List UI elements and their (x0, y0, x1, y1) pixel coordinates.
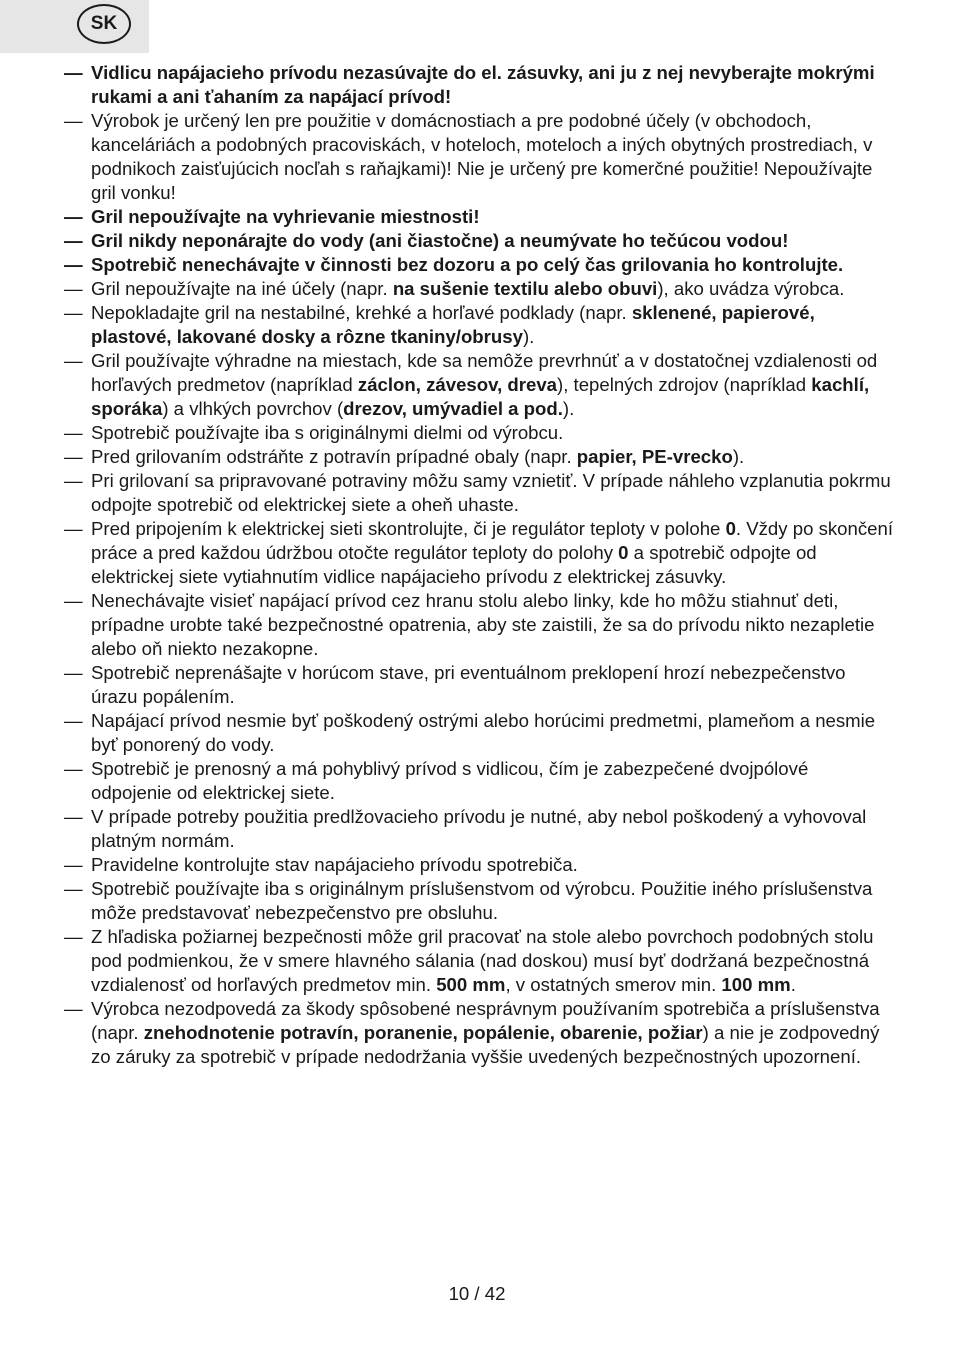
list-item (64, 661, 894, 709)
list-item (64, 517, 894, 589)
list-dash: — (64, 926, 83, 947)
list-dash: — (64, 110, 83, 131)
list-item (64, 877, 894, 925)
list-dash: — (64, 998, 83, 1019)
list-item (64, 757, 894, 805)
item-text: ) a vlhkých povrchov ( (162, 398, 344, 419)
item-text: Spotrebič neprenášajte v horúcom stave, pri eventuálnom preklopení hrozí nebezpečenstvo úrazu popálením. (91, 662, 846, 707)
language-tab (0, 0, 149, 53)
bold-text: 0 (618, 542, 629, 563)
list-item (64, 421, 894, 445)
item-text: ), ako uvádza výrobca. (657, 278, 845, 299)
list-dash: — (64, 254, 83, 275)
bold-text: kachlí, sporáka (91, 374, 870, 419)
list-item (64, 805, 894, 853)
item-text: Gril používajte výhradne na miestach, kde sa nemôže prevrhnúť a v dostatočnej vzdialenosti od horľavých predmetov (napríklad (91, 350, 878, 395)
list-item (64, 61, 894, 109)
bold-text: 0 (725, 518, 736, 539)
list-dash: — (64, 854, 83, 875)
list-dash: — (64, 278, 83, 299)
bold-text: na sušenie textilu alebo obuvi (392, 278, 658, 299)
item-text: ). (562, 398, 575, 419)
item-text: Napájací prívod nesmie byť poškodený ostrými alebo horúcimi predmetmi, plameňom a nesmie byť ponorený do vody. (91, 710, 876, 755)
list-dash: — (64, 350, 83, 371)
item-text: Gril nepoužívajte na iné účely (napr. (91, 278, 393, 299)
safety-instructions-list (64, 61, 894, 1069)
item-text: Gril nikdy neponárajte do vody (ani čiastočne) a neumývate ho tečúcou vodou! (91, 230, 789, 251)
list-item (64, 589, 894, 661)
list-item (64, 925, 894, 997)
item-text: Spotrebič nenechávajte v činnosti bez dozoru a po celý čas grilovania ho kontrolujte. (91, 254, 844, 275)
bold-text: drezov, umývadiel a pod. (343, 398, 563, 419)
language-badge: SK (77, 4, 131, 44)
page-number: 10 / 42 (448, 1283, 506, 1304)
item-text: Spotrebič používajte iba s originálnymi dielmi od výrobcu. (91, 422, 564, 443)
list-dash: — (64, 206, 83, 227)
list-dash: — (64, 62, 83, 83)
bold-text: sklenené, papierové, plastové, lakované dosky a rôzne tkaniny/obrusy (91, 302, 815, 347)
bold-text: znehodnotenie potravín, poranenie, popálenie, obarenie, požiar (143, 1022, 703, 1043)
list-item (64, 253, 894, 277)
item-text: Pred grilovaním odstráňte z potravín prípadné obaly (napr. (91, 446, 577, 467)
list-item (64, 997, 894, 1069)
item-text: Výrobca nezodpovedá za škody spôsobené nesprávnym používaním spotrebiča a príslušenstva (napr. (91, 998, 880, 1043)
list-dash: — (64, 518, 83, 539)
list-item (64, 205, 894, 229)
list-item (64, 853, 894, 877)
item-text: ). (522, 326, 535, 347)
item-text: ) a nie je zodpovedný zo záruky za spotrebič v prípade nedodržania vyššie uvedených bezpečnostných upozornení. (91, 1022, 880, 1067)
list-dash: — (64, 710, 83, 731)
item-text: Pri grilovaní sa pripravované potraviny môžu samy vznietiť. V prípade náhleho vzplanutia pokrmu odpojte spotrebič od elektrickej siete a oheň uhaste. (91, 470, 891, 515)
list-item (64, 109, 894, 205)
list-dash: — (64, 806, 83, 827)
list-dash: — (64, 470, 83, 491)
list-dash: — (64, 446, 83, 467)
bold-text: 500 mm (436, 974, 506, 995)
item-text: Spotrebič používajte iba s originálnym príslušenstvom od výrobcu. Použitie iného príslušenstva môže predstavovať nebezpečenstvo pre obsluhu. (91, 878, 873, 923)
item-text: Pred pripojením k elektrickej sieti skontrolujte, či je regulátor teploty v polohe (91, 518, 726, 539)
list-dash: — (64, 302, 83, 323)
bold-text: 100 mm (721, 974, 791, 995)
list-item (64, 709, 894, 757)
list-dash: — (64, 758, 83, 779)
item-text: Spotrebič je prenosný a má pohyblivý prívod s vidlicou, čím je zabezpečené dvojpólové odpojenie od elektrickej siete. (91, 758, 809, 803)
item-text: Pravidelne kontrolujte stav napájacieho prívodu spotrebiča. (91, 854, 578, 875)
item-text: ), tepelných zdrojov (napríklad (557, 374, 812, 395)
list-item (64, 349, 894, 421)
item-text: Z hľadiska požiarnej bezpečnosti môže gril pracovať na stole alebo povrchoch podobných stolu pod podmienkou, že v smere hlavného sálania (nad doskou) musí byť dodržaná bezpečnostná vzdialenosť od horľavých predmetov min. (91, 926, 874, 995)
list-dash: — (64, 230, 83, 251)
list-dash: — (64, 590, 83, 611)
item-text: Vidlicu napájacieho prívodu nezasúvajte do el. zásuvky, ani ju z nej nevyberajte mokrými rukami a ani ťahaním za napájací prívod! (91, 62, 875, 107)
list-dash: — (64, 422, 83, 443)
list-item (64, 277, 894, 301)
list-item (64, 469, 894, 517)
item-text: a spotrebič odpojte od elektrickej siete vytiahnutím vidlice napájacieho prívodu z elektrickej zásuvky. (91, 542, 817, 587)
item-text: V prípade potreby použitia predlžovacieho prívodu je nutné, aby nebol poškodený a vyhovoval platným normám. (91, 806, 867, 851)
item-text: . Vždy po skončení práce a pred každou údržbou otočte regulátor teploty do polohy (91, 518, 894, 563)
item-text: Gril nepoužívajte na vyhrievanie miestnosti! (91, 206, 480, 227)
list-item (64, 445, 894, 469)
item-text: Výrobok je určený len pre použitie v domácnostiach a pre podobné účely (v obchodoch, kanceláriách a podobných pracoviskách, v hoteloch, moteloch a iných obytných prostrediach, v podnikoch zaisťujúcich nocľah s raňajkami)! Nie je určený pre komerčné použitie! Nepoužívajte gril vonku! (91, 110, 873, 203)
bold-text: papier, PE-vrecko (576, 446, 733, 467)
item-text: . (790, 974, 796, 995)
list-item (64, 301, 894, 349)
item-text: ). (732, 446, 745, 467)
item-text: Nenechávajte visieť napájací prívod cez hranu stolu alebo linky, kde ho môžu stiahnuť deti, prípadne urobte také bezpečnostné opatrenia, aby ste zaistili, že sa do prívodu nikto nezapletie alebo oň niekto nezakopne. (91, 590, 875, 659)
list-dash: — (64, 662, 83, 683)
bold-text: záclon, závesov, dreva (357, 374, 558, 395)
item-text: Nepokladajte gril na nestabilné, krehké a horľavé podklady (napr. (91, 302, 632, 323)
list-dash: — (64, 878, 83, 899)
list-item (64, 229, 894, 253)
item-text: , v ostatných smerov min. (505, 974, 722, 995)
